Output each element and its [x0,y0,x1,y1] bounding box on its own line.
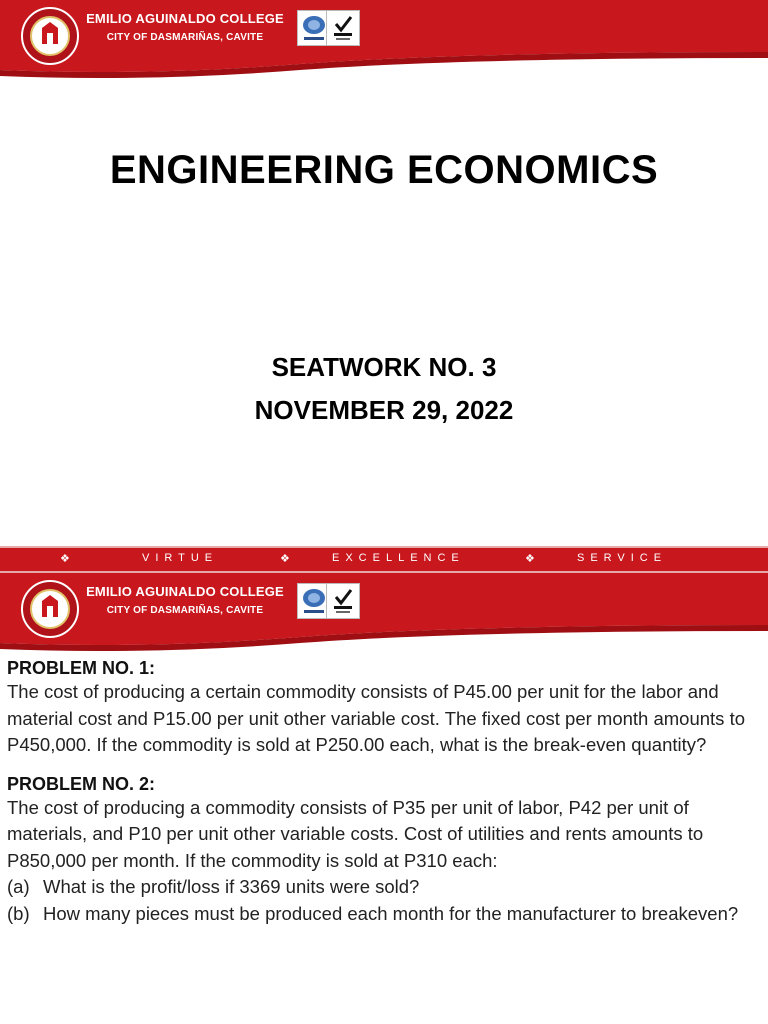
values-footer [0,546,768,573]
problem-2-heading: PROBLEM NO. 2: [7,773,156,794]
college-city: CITY OF DASMARIÑAS, CAVITE [106,605,264,616]
footer-service: SERVICE [577,552,668,564]
cert-check-icon [327,584,359,618]
cert-check-icon [327,11,359,45]
seatwork-date: NOVEMBER 29, 2022 [254,395,514,425]
page-title: ENGINEERING ECONOMICS [109,148,659,192]
problem-2-part-a [7,874,765,901]
problem-1-text: The cost of producing a certain commodity consists of P45.00 per unit for the labor and material cost and P15.00 per unit other variable cost. The fixed cost per month amounts to P450,000. If the commodity is sold at P250.00 each, what is the break-even quantity? [7,681,746,755]
part-text: What is the profit/loss if 3369 units were sold? [43,876,420,897]
slide-problems [0,573,768,1024]
header-banner [0,0,768,78]
part-label: (b) [7,902,30,924]
footer-excellence: EXCELLENCE [332,552,465,564]
diamond-bullet-icon: ❖ [280,553,296,565]
college-city: CITY OF DASMARIÑAS, CAVITE [106,32,264,43]
header-banner [0,573,768,651]
college-name: EMILIO AGUINALDO COLLEGE [86,11,284,26]
college-name: EMILIO AGUINALDO COLLEGE [86,584,284,599]
college-seal-icon [20,6,80,66]
diamond-bullet-icon: ❖ [525,553,541,565]
certification-logo-b [326,10,360,46]
problem-2-part-b [7,901,765,928]
problem-2-text: The cost of producing a commodity consists of P35 per unit of labor, P42 per unit of materials, and P10 per unit other variable costs. Cost of utilities and rents amounts to P850,000 per month. If the commodity is sold at P310 each: [7,796,704,871]
college-seal-icon [20,579,80,639]
seatwork-label: SEATWORK NO. 3 [271,352,497,382]
certification-logo-b [326,583,360,619]
diamond-bullet-icon: ❖ [60,553,76,565]
footer-virtue: VIRTUE [142,552,219,564]
problems-content [7,657,765,927]
part-label: (a) [7,876,30,897]
problem-1-heading: PROBLEM NO. 1: [7,658,156,678]
part-text: How many pieces must be produced each month for the manufacturer to breakeven? [43,902,739,924]
